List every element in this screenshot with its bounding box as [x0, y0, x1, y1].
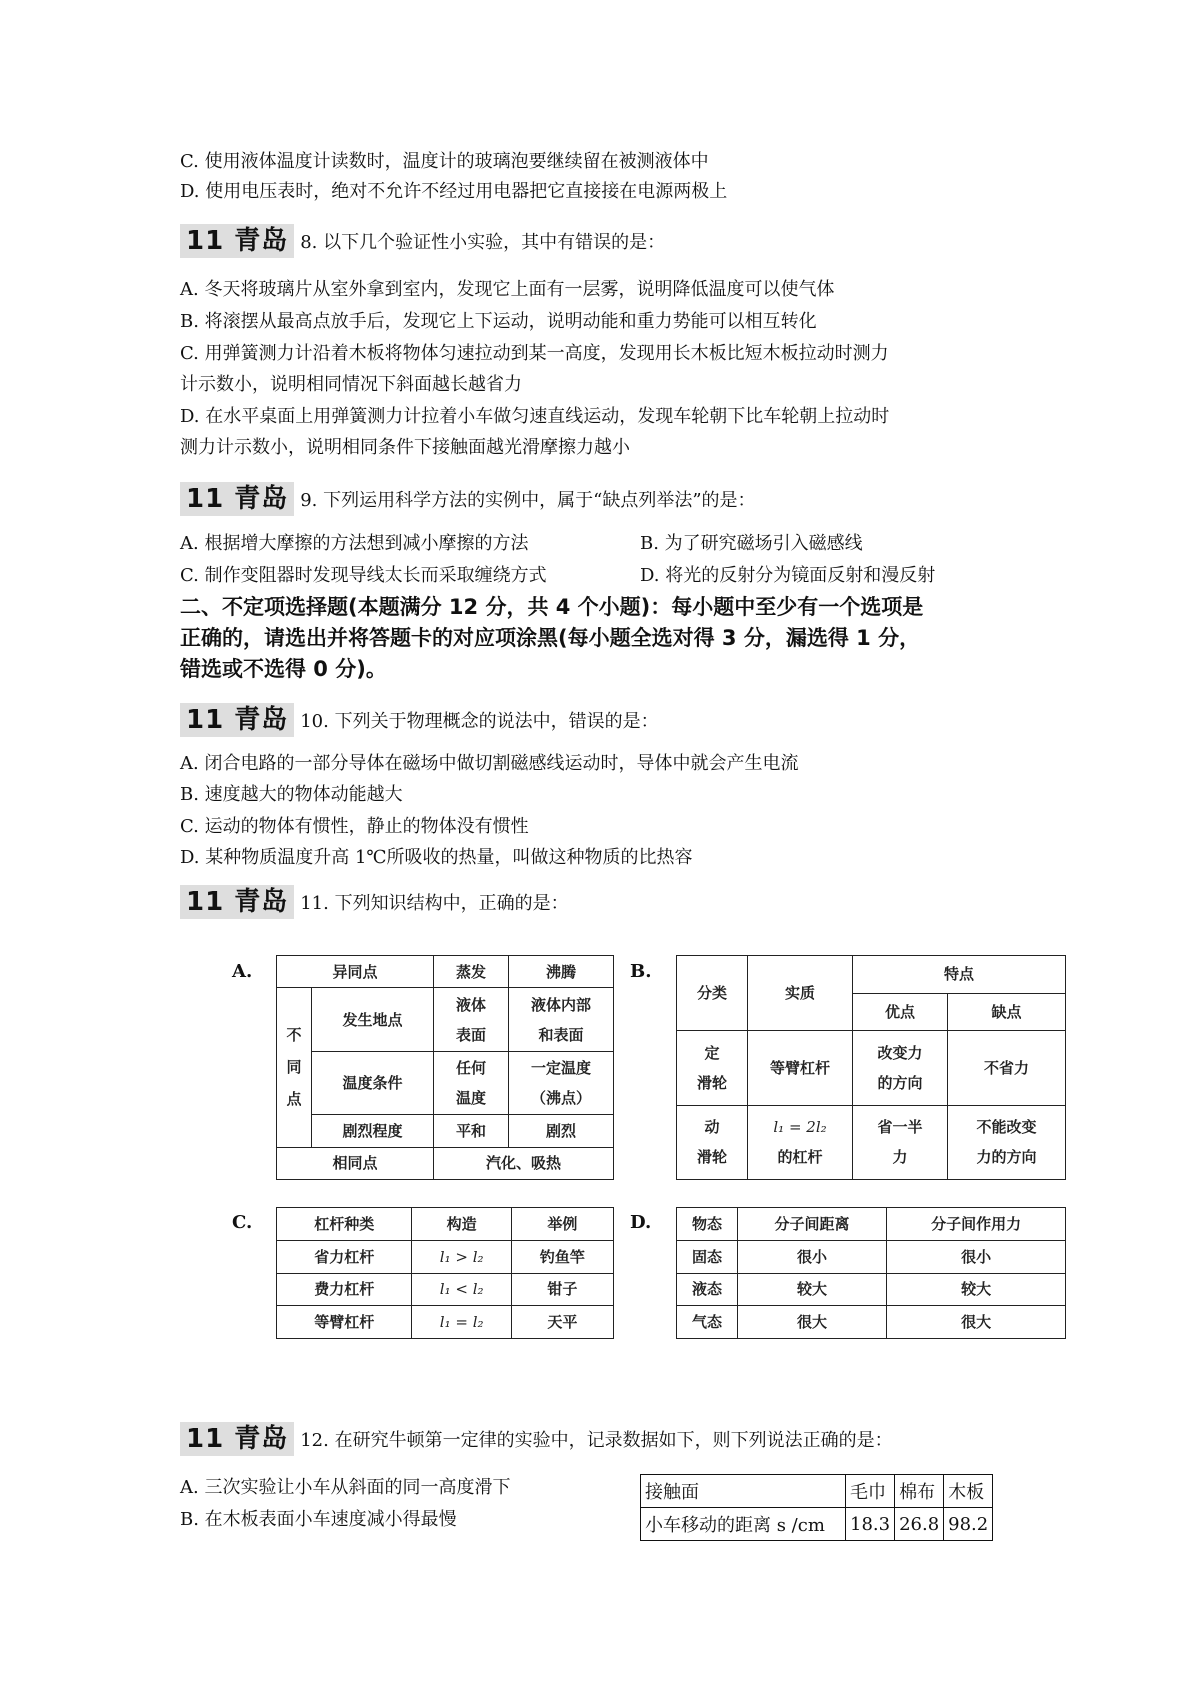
- header-class: 分类: [677, 956, 748, 1031]
- q8-option-c-line2: 计示数小，说明相同情况下斜面越长越省力: [180, 374, 522, 395]
- lever-type: 省力杠杆: [277, 1240, 412, 1273]
- row-intensity-boil: 剧烈: [509, 1115, 614, 1147]
- row-distance-label: 小车移动的距离 s /cm: [641, 1508, 846, 1541]
- option-c-label: C.: [232, 1212, 253, 1233]
- lever-example: 钓鱼竿: [511, 1240, 613, 1273]
- q7-option-d: D. 使用电压表时，绝对不允许不经过用电器把它直接接在电源两极上: [180, 181, 728, 202]
- source-tag: 11 青岛: [180, 885, 294, 919]
- lever-structure: l₁ = l₂: [412, 1306, 511, 1339]
- q10-option-a: A. 闭合电路的一部分导体在磁场中做切割磁感线运动时，导体中就会产生电流: [180, 753, 799, 774]
- row-fixed-essence: 等臂杠杆: [748, 1031, 853, 1105]
- option-d-table: [676, 1207, 1066, 1339]
- header-force: 分子间作用力: [887, 1208, 1066, 1241]
- row-intensity-evap: 平和: [434, 1115, 509, 1147]
- q8-option-c-line1: C. 用弹簧测力计沿着木板将物体匀速拉动到某一高度，发现用长木板比短木板拉动时测力: [180, 343, 889, 364]
- q12-heading: [180, 1422, 893, 1456]
- q12-option-a: A. 三次实验让小车从斜面的同一高度滑下: [180, 1477, 511, 1498]
- q8-option-d-line1: D. 在水平桌面上用弹簧测力计拉着小车做匀速直线运动，发现车轮朝下比车轮朝上拉动时: [180, 406, 890, 427]
- lever-example: 天平: [511, 1306, 613, 1339]
- row-movable-advantage: 省一半 力: [853, 1105, 948, 1179]
- row-movable-class: 动 滑轮: [677, 1105, 748, 1179]
- option-a-label: A.: [232, 961, 253, 982]
- state-name: 气态: [677, 1306, 738, 1339]
- lever-structure: l₁ > l₂: [412, 1240, 511, 1273]
- section-2-line1: 二、不定项选择题(本题满分 12 分，共 4 个小题)：每小题中至少有一个选项是: [180, 595, 924, 619]
- row-same-value: 汽化、吸热: [434, 1147, 614, 1179]
- header-example: 举例: [511, 1208, 613, 1241]
- q11-heading: [180, 885, 569, 919]
- header-advantage: 优点: [853, 993, 948, 1031]
- row-temp-boil: 一定温度 （沸点）: [509, 1051, 614, 1115]
- q8-heading: [180, 224, 665, 258]
- lever-type: 等臂杠杆: [277, 1306, 412, 1339]
- option-b-label: B.: [630, 961, 652, 982]
- row-fixed-class: 定 滑轮: [677, 1031, 748, 1105]
- row-location-evap: 液体 表面: [434, 988, 509, 1052]
- row-fixed-advantage: 改变力 的方向: [853, 1031, 948, 1105]
- q8-option-d-line2: 测力计示数小，说明相同条件下接触面越光滑摩擦力越小: [180, 437, 630, 458]
- row-temp-evap: 任何 温度: [434, 1051, 509, 1115]
- lever-example: 钳子: [511, 1273, 613, 1306]
- source-tag: 11 青岛: [180, 1422, 294, 1456]
- distance-cotton: 26.8: [895, 1508, 944, 1541]
- q7-option-c: C. 使用液体温度计读数时，温度计的玻璃泡要继续留在被测液体中: [180, 151, 709, 172]
- state-force: 较大: [887, 1273, 1066, 1306]
- q10-option-c: C. 运动的物体有惯性，静止的物体没有惯性: [180, 816, 529, 837]
- q9-heading: [180, 482, 756, 516]
- q10-option-d: D. 某种物质温度升高 1℃所吸收的热量，叫做这种物质的比热容: [180, 847, 693, 868]
- section-2-line2: 正确的，请选出并将答题卡的对应项涂黑(每小题全选对得 3 分，漏选得 1 分，: [180, 626, 921, 650]
- row-location-key: 发生地点: [312, 988, 434, 1052]
- option-a-table: [276, 955, 614, 1180]
- header-disadvantage: 缺点: [948, 993, 1066, 1031]
- q9-option-c: C. 制作变阻器时发现导线太长而采取缠绕方式: [180, 565, 547, 586]
- state-force: 很大: [887, 1306, 1066, 1339]
- source-tag: 11 青岛: [180, 703, 294, 737]
- q12-option-b: B. 在木板表面小车速度减小得最慢: [180, 1509, 457, 1530]
- header-lever-type: 杠杆种类: [277, 1208, 412, 1241]
- option-b-table: [676, 955, 1066, 1180]
- row-movable-disadvantage: 不能改变 力的方向: [948, 1105, 1066, 1179]
- state-distance: 较大: [737, 1273, 886, 1306]
- header-diff: 异同点: [277, 956, 434, 988]
- q9-option-d: D. 将光的反射分为镜面反射和漫反射: [640, 565, 936, 586]
- q9-option-b: B. 为了研究磁场引入磁感线: [640, 533, 863, 554]
- header-towel: 毛巾: [846, 1475, 895, 1508]
- q8-option-a: A. 冬天将玻璃片从室外拿到室内，发现它上面有一层雾，说明降低温度可以使气体: [180, 279, 835, 300]
- q8-option-b: B. 将滚摆从最高点放手后，发现它上下运动，说明动能和重力势能可以相互转化: [180, 311, 817, 332]
- header-boiling: 沸腾: [509, 956, 614, 988]
- header-structure: 构造: [412, 1208, 511, 1241]
- state-name: 固态: [677, 1240, 738, 1273]
- state-name: 液态: [677, 1273, 738, 1306]
- section-2-line3: 错选或不选得 0 分)。: [180, 657, 387, 681]
- header-feature: 特点: [853, 956, 1066, 994]
- question-stem: 12. 在研究牛顿第一定律的实验中，记录数据如下，则下列说法正确的是：: [300, 1430, 893, 1451]
- lever-type: 费力杠杆: [277, 1273, 412, 1306]
- state-distance: 很大: [737, 1306, 886, 1339]
- header-distance: 分子间距离: [737, 1208, 886, 1241]
- question-stem: 9. 下列运用科学方法的实例中，属于“缺点列举法”的是：: [300, 490, 756, 511]
- row-fixed-disadvantage: 不省力: [948, 1031, 1066, 1105]
- question-stem: 10. 下列关于物理概念的说法中，错误的是：: [300, 711, 659, 732]
- header-wood: 木板: [944, 1475, 993, 1508]
- row-intensity-key: 剧烈程度: [312, 1115, 434, 1147]
- row-movable-essence: l₁ = 2l₂ 的杠杆: [748, 1105, 853, 1179]
- q10-heading: [180, 703, 659, 737]
- header-surface: 接触面: [641, 1475, 846, 1508]
- section-2-heading: [180, 592, 1040, 685]
- row-temp-key: 温度条件: [312, 1051, 434, 1115]
- question-stem: 8. 以下几个验证性小实验，其中有错误的是：: [300, 232, 666, 253]
- q9-option-a: A. 根据增大摩擦的方法想到减小摩擦的方法: [180, 533, 529, 554]
- distance-towel: 18.3: [846, 1508, 895, 1541]
- option-c-table: [276, 1207, 614, 1339]
- source-tag: 11 青岛: [180, 224, 294, 258]
- distance-wood: 98.2: [944, 1508, 993, 1541]
- question-stem: 11. 下列知识结构中，正确的是：: [300, 893, 569, 914]
- side-label-different: 不 同 点: [277, 988, 312, 1147]
- lever-structure: l₁ < l₂: [412, 1273, 511, 1306]
- header-state: 物态: [677, 1208, 738, 1241]
- row-same-key: 相同点: [277, 1147, 434, 1179]
- q12-data-table: [640, 1474, 993, 1541]
- header-cotton: 棉布: [895, 1475, 944, 1508]
- state-force: 很小: [887, 1240, 1066, 1273]
- header-essence: 实质: [748, 956, 853, 1031]
- state-distance: 很小: [737, 1240, 886, 1273]
- option-d-label: D.: [630, 1212, 652, 1233]
- source-tag: 11 青岛: [180, 482, 294, 516]
- header-evaporation: 蒸发: [434, 956, 509, 988]
- q10-option-b: B. 速度越大的物体动能越大: [180, 784, 403, 805]
- row-location-boil: 液体内部 和表面: [509, 988, 614, 1052]
